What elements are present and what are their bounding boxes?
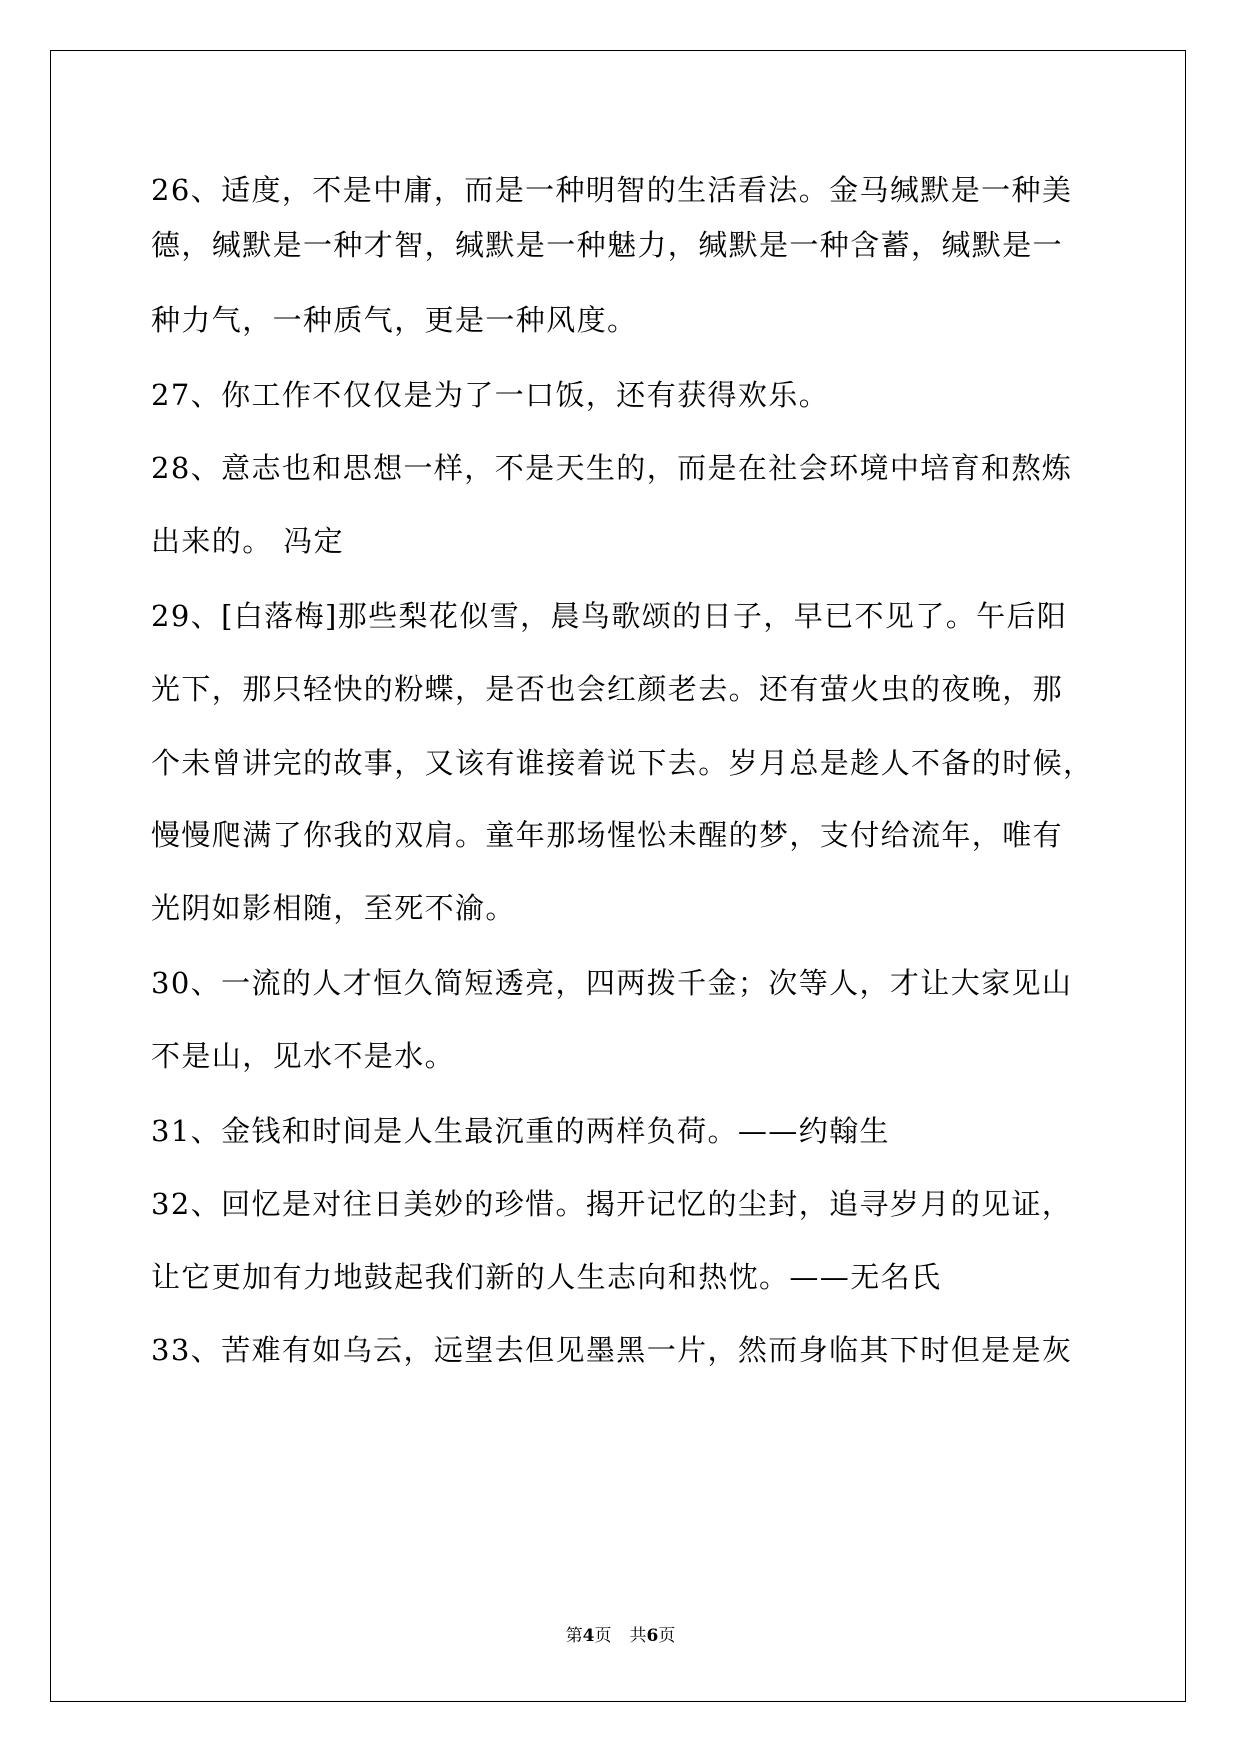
text-line: 30、一流的人才恒久简短透亮，四两拨千金；次等人，才让大家见山 xyxy=(151,966,1073,1000)
text-line: 29、[白落梅]那些梨花似雪，晨鸟歌颂的日子，早已不见了。午后阳 xyxy=(151,599,1068,633)
text-line: 光阴如影相随，至死不渝。 xyxy=(151,891,516,925)
current-page-number: 4 xyxy=(582,1626,595,1646)
text-line: 31、金钱和时间是人生最沉重的两样负荷。——约翰生 xyxy=(151,1114,890,1148)
text-line: 32、回忆是对往日美妙的珍惜。揭开记忆的尘封，追寻岁月的见证， xyxy=(151,1187,1073,1221)
text-line: 光下，那只轻快的粉蝶，是否也会红颜老去。还有萤火虫的夜晚，那 xyxy=(151,672,1064,706)
total-pages-number: 6 xyxy=(646,1626,659,1646)
text-line: 种力气，一种质气，更是一种风度。 xyxy=(151,303,638,337)
text-line: 26、适度，不是中庸，而是一种明智的生活看法。金马缄默是一种美 xyxy=(151,173,1073,207)
page-prefix: 第 xyxy=(565,1626,583,1646)
total-prefix: 共 xyxy=(629,1626,647,1646)
total-suffix: 页 xyxy=(658,1626,676,1646)
page-suffix: 页 xyxy=(594,1626,612,1646)
text-line: 28、意志也和思想一样，不是天生的，而是在社会环境中培育和熬炼 xyxy=(151,451,1073,485)
text-line: 出来的。 冯定 xyxy=(151,524,345,558)
page-footer xyxy=(0,1621,1241,1646)
text-line: 个未曾讲完的故事，又该有谁接着说下去。岁月总是趁人不备的时候， xyxy=(151,746,1094,780)
text-line: 让它更加有力地鼓起我们新的人生志向和热忱。——无名氏 xyxy=(151,1260,942,1294)
text-line: 不是山，见水不是水。 xyxy=(151,1039,456,1073)
text-line: 27、你工作不仅仅是为了一口饭，还有获得欢乐。 xyxy=(151,378,830,412)
page-border xyxy=(50,50,1186,1702)
text-line: 慢慢爬满了你我的双肩。童年那场惺忪未醒的梦，支付给流年，唯有 xyxy=(151,818,1064,852)
text-line: 33、苦难有如乌云，远望去但见墨黑一片，然而身临其下时但是是灰 xyxy=(151,1333,1073,1367)
text-line: 德，缄默是一种才智，缄默是一种魅力，缄默是一种含蓄，缄默是一 xyxy=(151,228,1064,262)
